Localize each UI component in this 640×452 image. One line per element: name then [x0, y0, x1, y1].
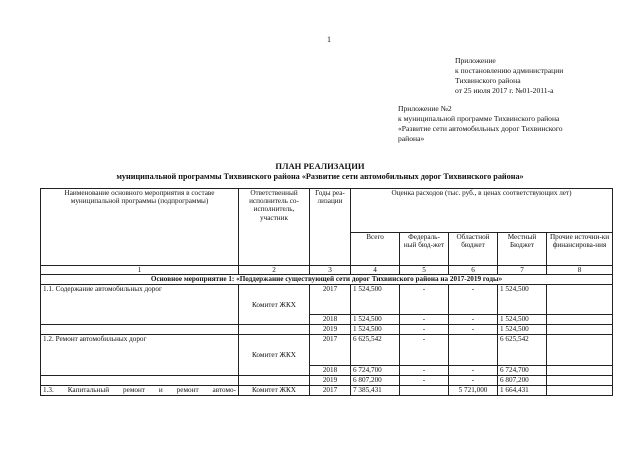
year-cell: 2018 [310, 366, 351, 376]
item-executor: Комитет ЖКХ [239, 285, 310, 325]
year-cell: 2019 [310, 325, 351, 335]
section-title: Основное мероприятие 1: «Поддержание существующей сети дорог Тихвинского района на 2017-2019 годы» [41, 275, 613, 285]
other-cell [547, 285, 613, 315]
document-subtitle: муниципальной программы Тихвинского района «Развитие сети автомобильных дорог Тихвинского района» [116, 172, 524, 181]
regional-cell: - [449, 376, 498, 386]
regional-cell: - [449, 366, 498, 376]
header-name: Наименование основного мероприятия в составе муниципальной программы (подпрограммы) [41, 189, 239, 266]
table-row [41, 376, 613, 386]
table-row [41, 386, 613, 396]
federal-cell [400, 386, 449, 396]
table-row [41, 335, 613, 366]
local-cell: 1 524,500 [498, 315, 547, 325]
regional-cell: 5 721,000 [449, 386, 498, 396]
appendix-program-line: «Развитие сети автомобильных дорог Тихвинского [398, 124, 563, 133]
federal-cell: - [400, 366, 449, 376]
regional-cell: - [449, 315, 498, 325]
column-number: 7 [498, 266, 547, 275]
appendix-decree-line: Тихвинского района [455, 76, 521, 85]
regional-cell [449, 335, 498, 366]
appendix-program-block [398, 104, 563, 144]
header-regional: Областной бюджет [449, 233, 498, 266]
federal-cell: - [400, 376, 449, 386]
total-cell: 1 524,500 [351, 325, 400, 335]
federal-cell: - [400, 335, 449, 366]
section-row [41, 275, 613, 285]
column-number: 8 [547, 266, 613, 275]
federal-cell: - [400, 285, 449, 315]
federal-cell: - [400, 315, 449, 325]
appendix-program-line: к муниципальной программе Тихвинского района [398, 114, 560, 123]
item-name: 1.1. Содержание автомобильных дорог [41, 285, 239, 325]
total-cell: 6 724,700 [351, 366, 400, 376]
year-cell: 2018 [310, 315, 351, 325]
header-years: Годы реа-лизации [310, 189, 351, 266]
federal-cell: - [400, 325, 449, 335]
table-row [41, 285, 613, 315]
item-executor: Комитет ЖКХ [239, 335, 310, 376]
other-cell [547, 376, 613, 386]
header-costs: Оценка расходов (тыс. руб., в ценах соответствующих лет) [351, 189, 613, 233]
appendix-decree-block [455, 56, 563, 96]
table-row [41, 325, 613, 335]
item-executor-empty [239, 376, 310, 386]
document-title: ПЛАН РЕАЛИЗАЦИИ [275, 161, 365, 171]
appendix-program-line: Приложение №2 [398, 104, 452, 113]
appendix-decree-line: к постановлению администрации [455, 66, 564, 75]
item-name-empty [41, 325, 239, 335]
regional-cell: - [449, 325, 498, 335]
item-name: 1.2. Ремонт автомобильных дорог [41, 335, 239, 376]
total-cell: 6 625,542 [351, 335, 400, 366]
column-number: 1 [41, 266, 239, 275]
implementation-plan-table [40, 188, 613, 396]
column-number: 2 [239, 266, 310, 275]
header-executor: Ответственный исполнитель со-исполнитель, участник [239, 189, 310, 266]
other-cell [547, 386, 613, 396]
column-number: 3 [310, 266, 351, 275]
year-cell: 2017 [310, 386, 351, 396]
other-cell [547, 366, 613, 376]
header-other: Прочие источни-ки финансирова-ния [547, 233, 613, 266]
year-cell: 2017 [310, 335, 351, 366]
column-number: 5 [400, 266, 449, 275]
total-cell: 1 524,500 [351, 285, 400, 315]
page-number: 1 [327, 35, 331, 44]
total-cell: 1 524,500 [351, 315, 400, 325]
total-cell: 6 807,200 [351, 376, 400, 386]
regional-cell: - [449, 285, 498, 315]
year-cell: 2017 [310, 285, 351, 315]
local-cell: 1 524,500 [498, 285, 547, 315]
local-cell: 1 664,431 [498, 386, 547, 396]
item-executor-empty [239, 325, 310, 335]
appendix-program-line: района» [398, 134, 425, 143]
header-federal: Федераль-ный бюд-жет [400, 233, 449, 266]
column-number-row [41, 266, 613, 275]
item-executor: Комитет ЖКХ [239, 386, 310, 396]
column-number: 4 [351, 266, 400, 275]
local-cell: 1 524,500 [498, 325, 547, 335]
local-cell: 6 724,700 [498, 366, 547, 376]
appendix-decree-line: от 25 июля 2017 г. №01-2011-а [455, 86, 554, 95]
column-number: 6 [449, 266, 498, 275]
header-total: Всего [351, 233, 400, 266]
header-local: Местный Бюджет [498, 233, 547, 266]
year-cell: 2019 [310, 376, 351, 386]
total-cell: 7 385,431 [351, 386, 400, 396]
other-cell [547, 335, 613, 366]
header-row [41, 189, 613, 233]
local-cell: 6 625,542 [498, 335, 547, 366]
other-cell [547, 325, 613, 335]
local-cell: 6 807,200 [498, 376, 547, 386]
other-cell [547, 315, 613, 325]
item-name: 1.3. Капитальный ремонт и ремонт автомо- [41, 386, 239, 396]
appendix-decree-line: Приложение [455, 56, 496, 65]
item-name-empty [41, 376, 239, 386]
